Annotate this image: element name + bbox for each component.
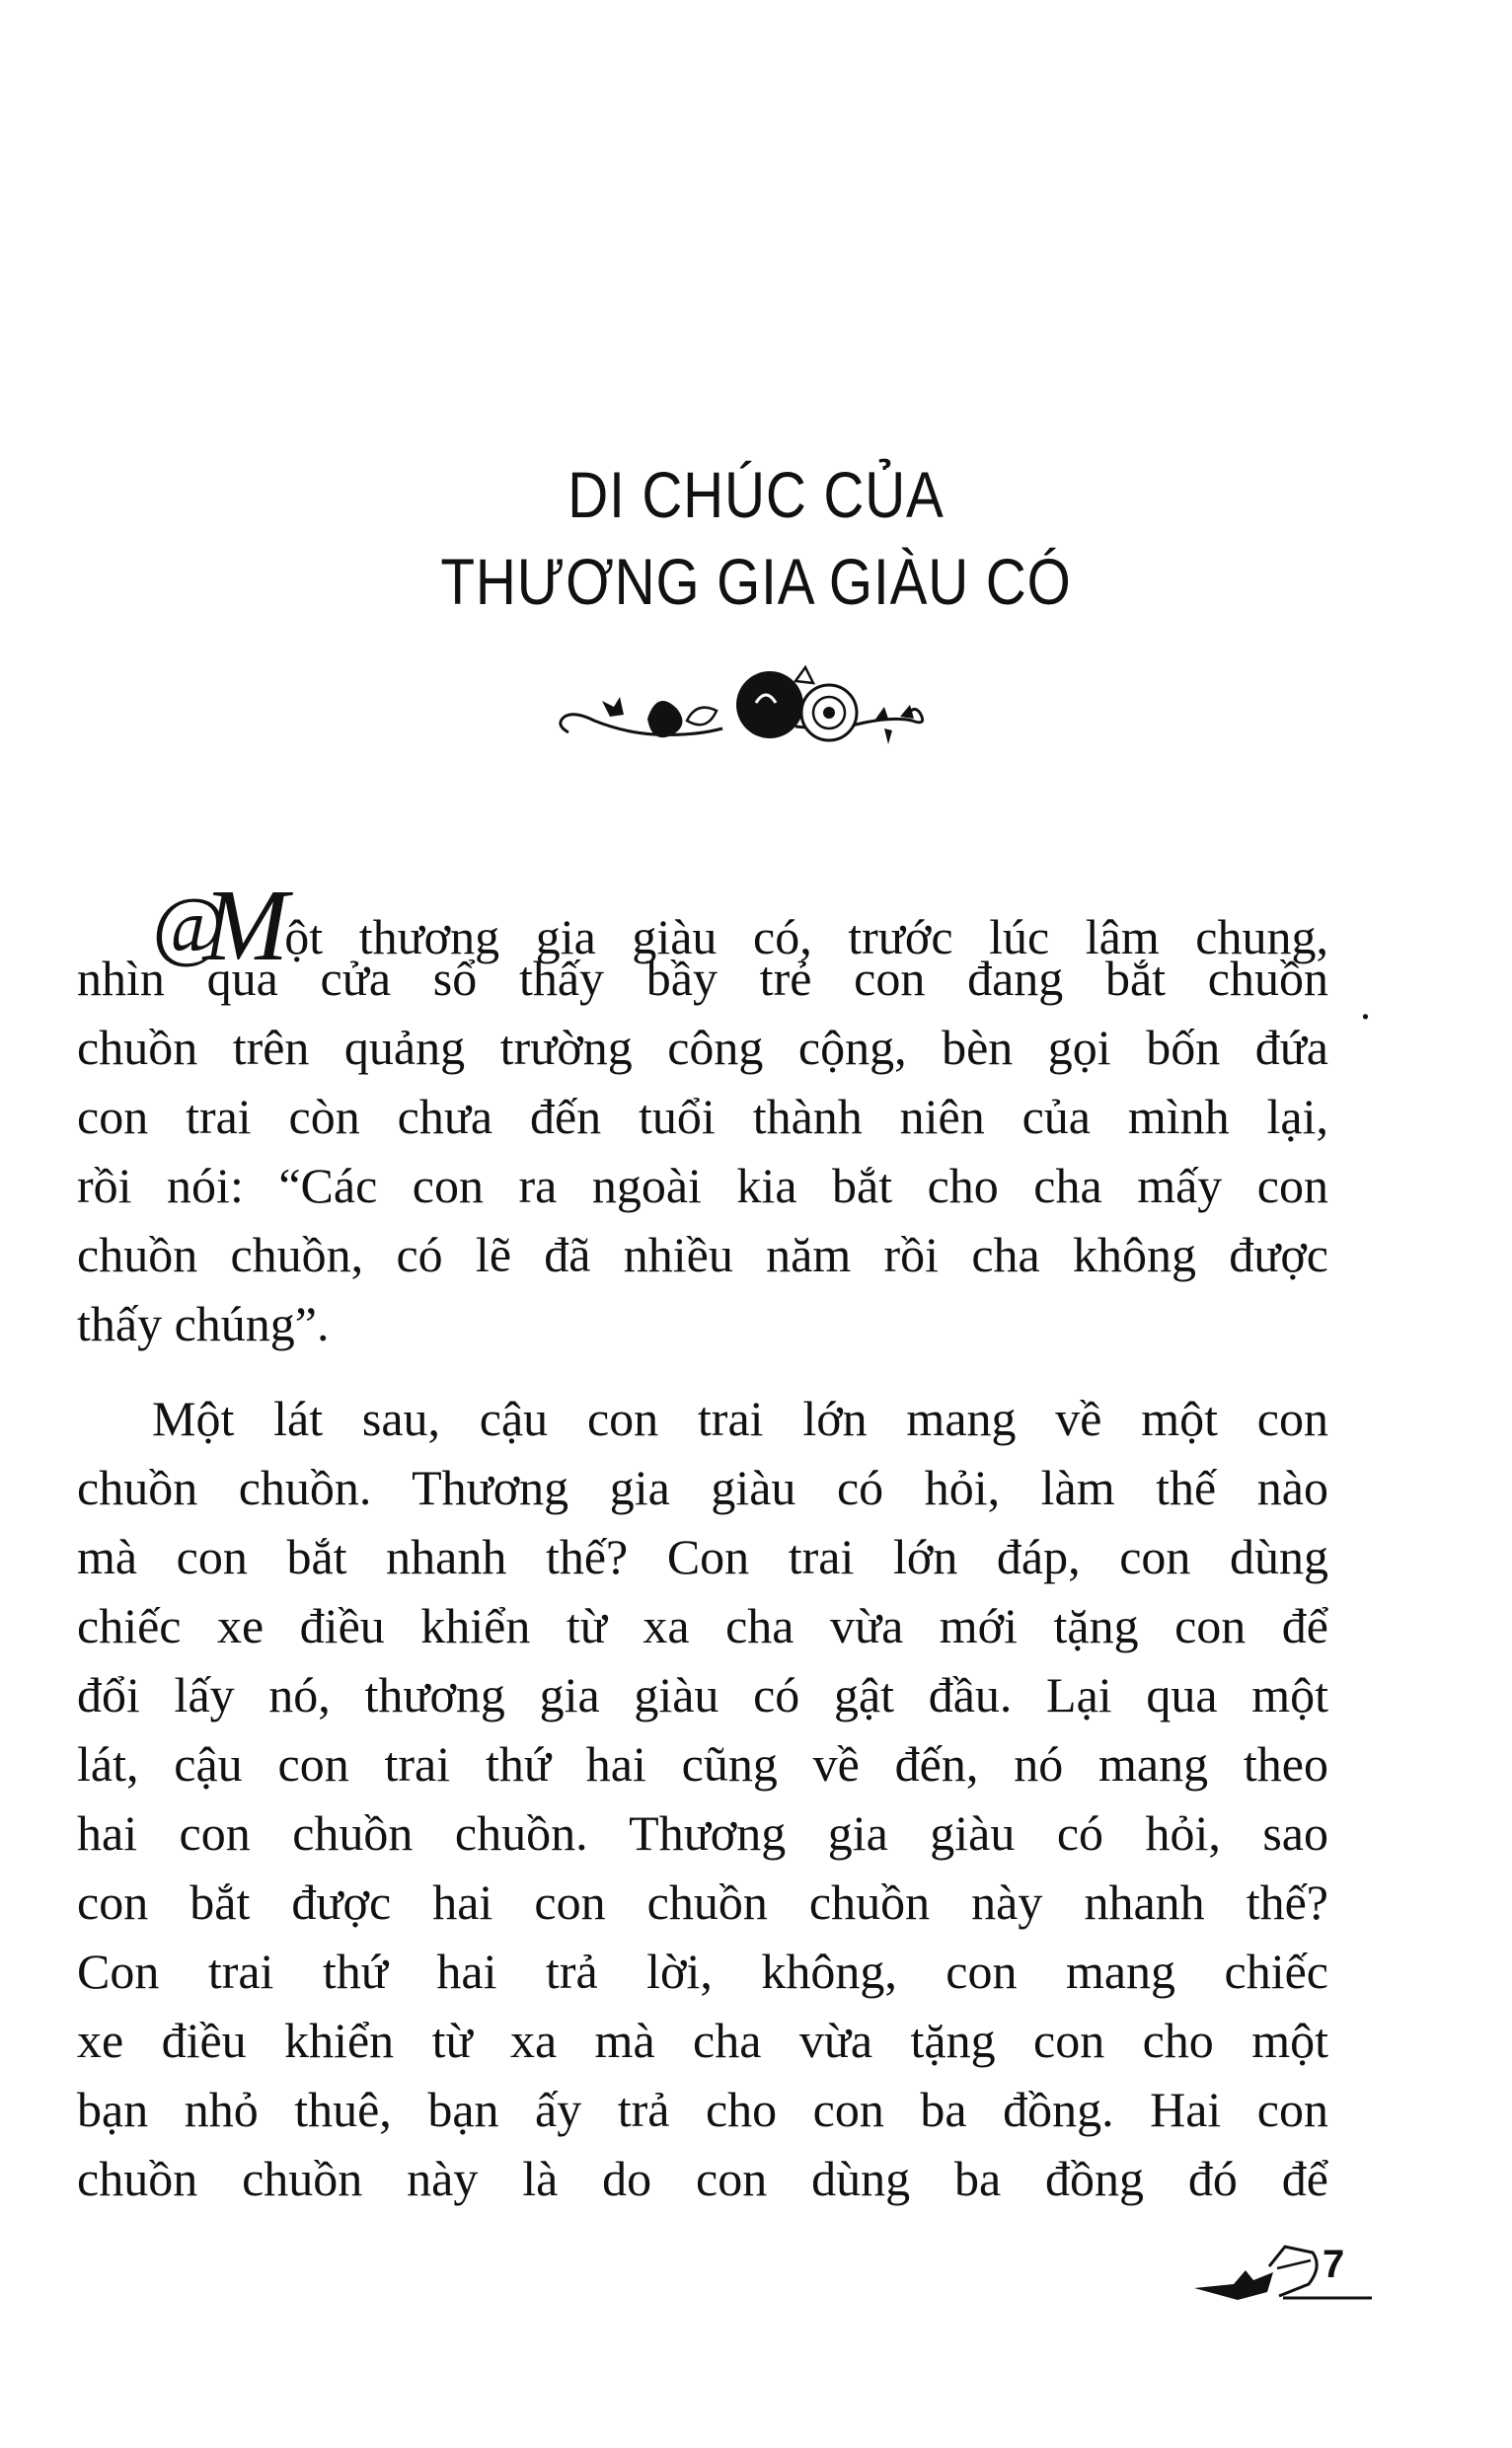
text-line: đổi lấy nó, thương gia giàu có gật đầu. Lại qua một (77, 1667, 1328, 1722)
text-line: mà con bắt nhanh thế? Con trai lớn đáp, con dùng (77, 1529, 1328, 1584)
text-line: nhìn qua cửa sổ thấy bầy trẻ con đang bắt chuồn (77, 951, 1328, 1006)
text-line: Một lát sau, cậu con trai lớn mang về một con (152, 1391, 1328, 1446)
text-line: lát, cậu con trai thứ hai cũng về đến, nó mang theo (77, 1736, 1328, 1792)
text-line: hai con chuồn chuồn. Thương gia giàu có hỏi, sao (77, 1805, 1328, 1861)
text-line: chiếc xe điều khiển từ xa cha vừa mới tặng con để (77, 1598, 1328, 1653)
chapter-title-line-1: DI CHÚC CỦA (567, 458, 945, 531)
text-line: xe điều khiển từ xa mà cha vừa tặng con cho một (77, 2013, 1328, 2068)
text-line: chuồn chuồn này là do con dùng ba đồng đó để (77, 2151, 1328, 2206)
page-number: 7 (1323, 2243, 1345, 2286)
text-line: Con trai thứ hai trả lời, không, con mang chiếc (77, 1944, 1328, 1999)
stray-mark: . (1360, 980, 1371, 1029)
text-line: con bắt được hai con chuồn chuồn này nhanh thế? (77, 1874, 1328, 1930)
dropcap-letter: M (202, 869, 289, 982)
chapter-title-line-2: THƯƠNG GIA GIÀU CÓ (440, 545, 1072, 618)
text-line: con trai còn chưa đến tuổi thành niên của mình lại, (77, 1089, 1328, 1144)
text-line: chuồn chuồn, có lẽ đã nhiều năm rồi cha không được (77, 1227, 1328, 1282)
paragraph-1 (77, 869, 1328, 1358)
rose-vine-ornament-icon (549, 663, 963, 758)
text-line: thấy chúng”. (77, 1296, 330, 1351)
text-line: chuồn trên quảng trường công cộng, bèn gọi bốn đứa (77, 1020, 1328, 1075)
dragonfly-footer-ornament-icon (1184, 2229, 1382, 2318)
text-line-content: ột thương gia giàu có, trước lúc lâm chung, (284, 909, 1328, 964)
dropcap-flourish: @ (152, 882, 225, 969)
text-line: bạn nhỏ thuê, bạn ấy trả cho con ba đồng. Hai con (77, 2082, 1328, 2137)
text-line: chuồn chuồn. Thương gia giàu có hỏi, làm thế nào (77, 1460, 1328, 1515)
text-line: rồi nói: “Các con ra ngoài kia bắt cho cha mấy con (77, 1158, 1328, 1213)
paragraph-2 (77, 1384, 1328, 2213)
